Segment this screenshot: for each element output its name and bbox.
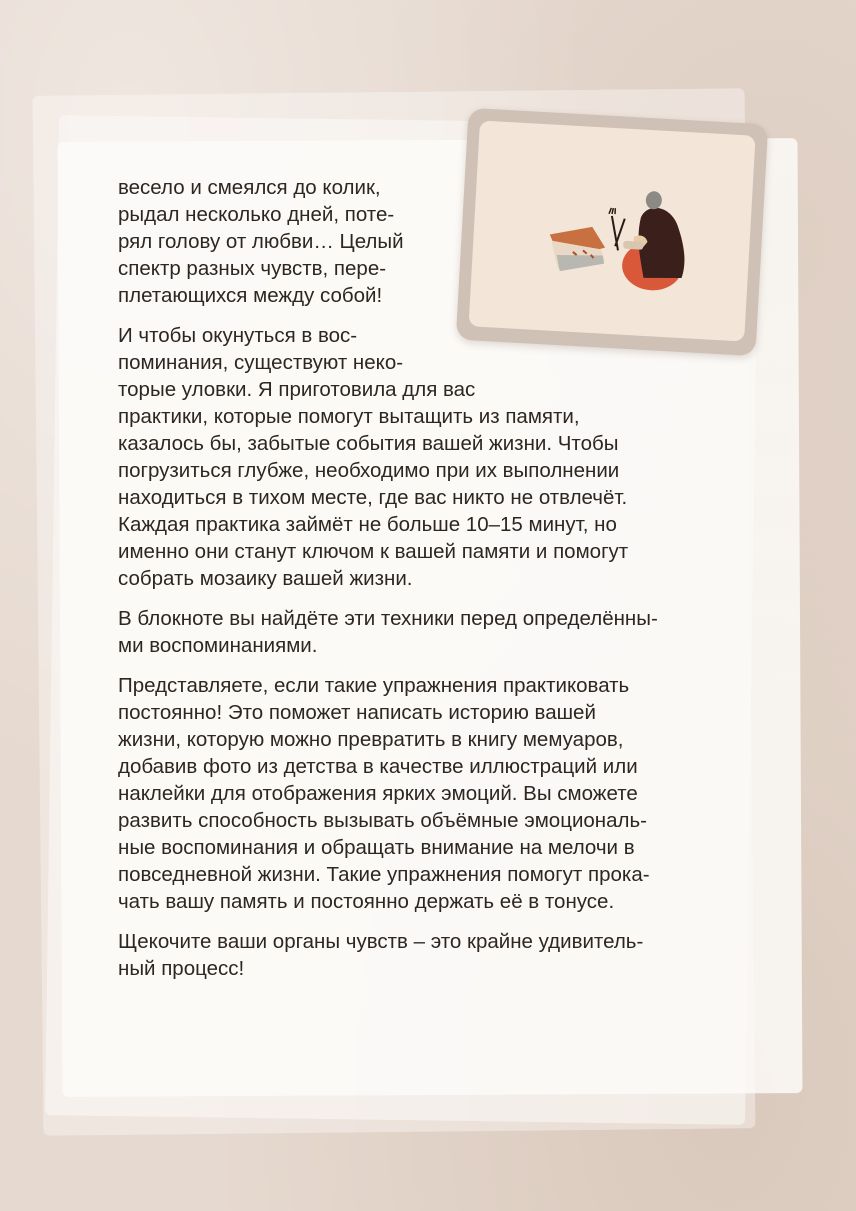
text-line: наклейки для отображения ярких эмоций. Вы сможете — [118, 782, 638, 805]
text-line: погрузиться глубже, необходимо при их выполнении — [118, 459, 620, 482]
text-line: весело и смеялся до колик, — [118, 176, 381, 199]
text-line: чать вашу память и постоянно держать её в тонусе. — [118, 890, 615, 913]
text-line: практики, которые помогут вытащить из памяти, — [118, 405, 580, 428]
text-line: находиться в тихом месте, где вас никто не отвлечёт. — [118, 486, 628, 509]
paragraph — [118, 928, 718, 982]
text-line: именно они станут ключом к вашей памяти и помогут — [118, 540, 629, 563]
text-line: собрать мозаику вашей жизни. — [118, 567, 413, 590]
text-line: добавив фото из детства в качестве иллюстраций или — [118, 755, 638, 778]
text-line: рыдал несколько дней, поте- — [118, 203, 395, 226]
text-line: Представляете, если такие упражнения практиковать — [118, 674, 630, 697]
text-line: ные воспоминания и обращать внимание на мелочи в — [118, 836, 635, 859]
paragraph — [118, 605, 718, 659]
paragraph — [118, 322, 718, 592]
paragraph — [118, 672, 718, 915]
text-line: Каждая практика займёт не больше 10–15 минут, но — [118, 513, 617, 536]
text-line: жизни, которую можно превратить в книгу мемуаров, — [118, 728, 624, 751]
text-line: ми воспоминаниями. — [118, 634, 318, 657]
text-line: В блокноте вы найдёте эти техники перед определённы- — [118, 607, 658, 630]
text-line: казалось бы, забытые события вашей жизни. Чтобы — [118, 432, 619, 455]
paragraph — [118, 174, 718, 309]
text-line: повседневной жизни. Такие упражнения помогут прока- — [118, 863, 650, 886]
text-line: спектр разных чувств, пере- — [118, 257, 387, 280]
text-line: торые уловки. Я приготовила для вас — [118, 378, 476, 401]
text-line: поминания, существуют неко- — [118, 351, 404, 374]
text-line: ный процесс! — [118, 957, 245, 980]
body-text — [118, 174, 718, 995]
text-line: постоянно! Это поможет написать историю вашей — [118, 701, 596, 724]
text-line: рял голову от любви… Целый — [118, 230, 404, 253]
text-line: И чтобы окунуться в вос- — [118, 324, 358, 347]
text-line: развить способность вызывать объёмные эмоциональ- — [118, 809, 647, 832]
text-line: Щекочите ваши органы чувств – это крайне удивитель- — [118, 930, 644, 953]
text-line: плетающихся между собой! — [118, 284, 383, 307]
